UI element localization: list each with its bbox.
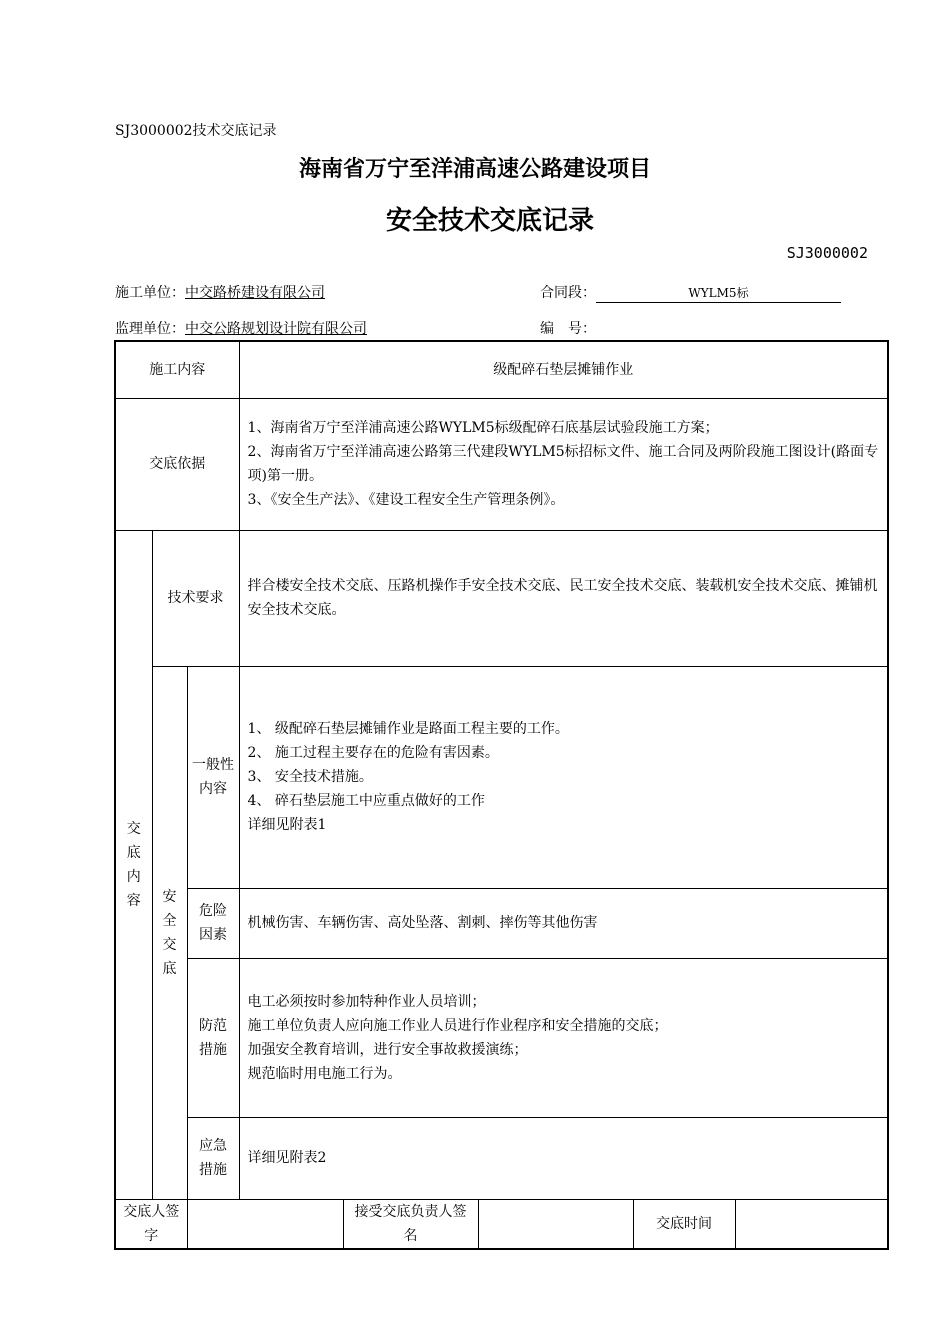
time-cell[interactable] xyxy=(735,1199,888,1249)
basis-content xyxy=(239,398,888,530)
construction-unit-label: 施工单位： xyxy=(115,285,185,301)
tech-req-value: 拌合楼安全技术交底、压路机操作手安全技术交底、民工安全技术交底、装载机安全技术交底、摊铺机安全技术交底。 xyxy=(239,530,888,666)
construction-unit xyxy=(115,282,325,302)
record-title: 安全技术交底记录 xyxy=(385,206,594,236)
supervision-unit-value: 中交公路规划设计院有限公司 xyxy=(185,321,367,337)
construction-unit-value: 中交路桥建设有限公司 xyxy=(185,285,325,301)
prevention-line: 电工必须按时参加特种作业人员培训； xyxy=(247,993,486,1010)
general-label: 一般性内容 xyxy=(187,666,239,888)
general-line: 4、 碎石垫层施工中应重点做好的工作 xyxy=(247,793,485,809)
supervision-unit xyxy=(115,318,367,338)
general-line: 1、 级配碎石垫层摊铺作业是路面工程主要的工作。 xyxy=(247,721,569,737)
hazard-value: 机械伤害、车辆伤害、高处坠落、割刺、摔伤等其他伤害 xyxy=(239,888,888,958)
prevention-content xyxy=(239,958,888,1117)
basis-line: 1、海南省万宁至洋浦高速公路WYLM5标级配碎石底基层试验段施工方案； xyxy=(247,420,719,436)
contract-label: 合同段： xyxy=(540,285,596,301)
signer-cell[interactable] xyxy=(187,1199,343,1249)
contract-value: WYLM5标 xyxy=(596,284,841,303)
safety-label: 安全交底 xyxy=(152,666,187,1199)
general-content xyxy=(239,666,888,888)
prevention-label: 防范措施 xyxy=(187,958,239,1117)
emergency-value: 详细见附表2 xyxy=(239,1117,888,1199)
receiver-label: 接受交底负责人签名 xyxy=(343,1199,478,1249)
number-field xyxy=(540,318,596,338)
doc-number: SJ3000002 xyxy=(786,244,868,262)
record-table xyxy=(114,340,889,1250)
general-line: 2、 施工过程主要存在的危险有害因素。 xyxy=(247,745,499,761)
tech-req-label: 技术要求 xyxy=(152,530,239,666)
emergency-label: 应急措施 xyxy=(187,1117,239,1199)
receiver-cell[interactable] xyxy=(478,1199,633,1249)
form-code: SJ3000002技术交底记录 xyxy=(115,123,277,139)
prevention-line: 施工单位负责人应向施工作业人员进行作业程序和安全措施的交底； xyxy=(247,1017,668,1034)
time-label: 交底时间 xyxy=(633,1199,735,1249)
project-title: 海南省万宁至洋浦高速公路建设项目 xyxy=(298,157,651,182)
general-line: 详细见附表1 xyxy=(247,817,327,833)
hazard-label: 危险因素 xyxy=(187,888,239,958)
general-line: 3、 安全技术措施。 xyxy=(247,769,373,785)
content-label: 交底内容 xyxy=(115,530,152,1199)
prevention-line: 加强安全教育培训，进行安全事故救援演练； xyxy=(247,1041,528,1058)
prevention-line: 规范临时用电施工行为。 xyxy=(247,1065,402,1082)
supervision-unit-label: 监理单位： xyxy=(115,321,185,337)
basis-label: 交底依据 xyxy=(115,398,239,530)
work-content-label: 施工内容 xyxy=(115,341,239,398)
contract-section xyxy=(540,282,841,303)
number-label: 编 号： xyxy=(540,321,596,337)
signer-label: 交底人签字 xyxy=(115,1199,187,1249)
work-content-value: 级配碎石垫层摊铺作业 xyxy=(239,341,888,398)
basis-line: 2、海南省万宁至洋浦高速公路第三代建段WYLM5标招标文件、施工合同及两阶段施工图设计(路面专项)第一册。 xyxy=(247,444,879,484)
basis-line: 3、《安全生产法》、《建设工程安全生产管理条例》。 xyxy=(247,492,565,508)
